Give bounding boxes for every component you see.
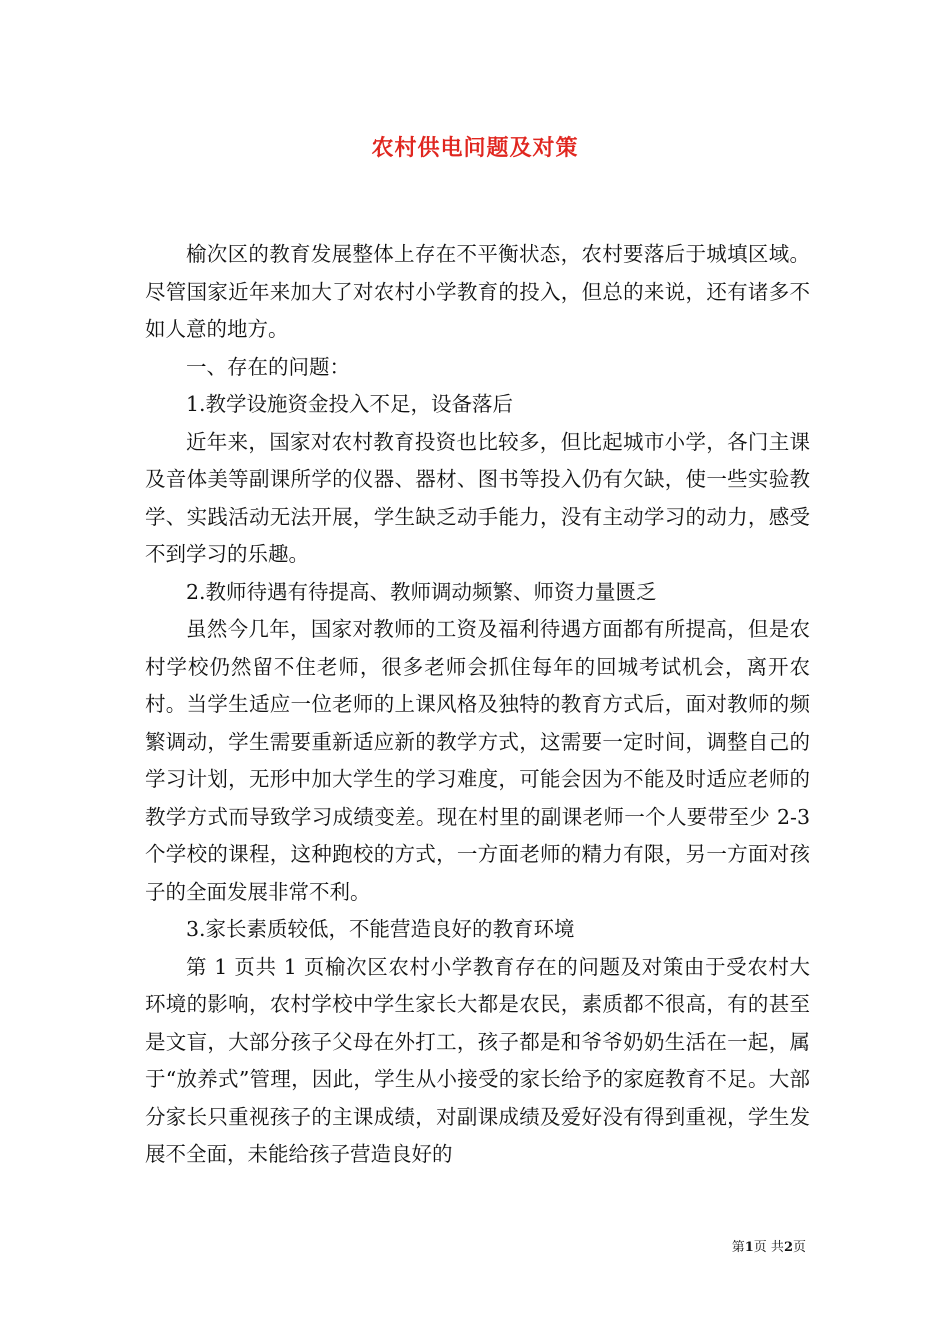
section-heading-problems: 一、存在的问题： [186,354,350,379]
paragraph-teachers: 虽然今几年，国家对教师的工资及福利待遇方面都有所提高，但是农村学校仍然留不住老师，很多老师会抓住每年的回城考试机会，离开农村。当学生适应一位老师的上课风格及独特的教育方式后，面对教师的频繁调动，学生需要重新适应新的教学方式，这需要一定时间，调整自己的学习计划，无形中加大学生的学习难度，可能会因为不能及时适应老师的教学方式而导致学习成绩变差。现在村里的副课老师一个人要带至少 2-3 个学校的课程，这种跑校的方式，一方面老师的精力有限，另一方面对孩子的全面发展非常不利。 [145,617,810,904]
document-title: 农村供电问题及对策 [371,135,579,161]
subheading-facilities: 1.教学设施资金投入不足，设备落后 [186,392,514,416]
paragraph-facilities: 近年来，国家对农村教育投资也比较多，但比起城市小学，各门主课及音体美等副课所学的仪器、器材、图书等投入仍有欠缺，使一些实验教学、实践活动无法开展，学生缺乏动手能力，没有主动学习的动力，感受不到学习的乐趣。 [145,429,810,566]
page-footer [732,1238,806,1258]
footer-total-pages: 2 [783,1240,793,1255]
subheading-parents: 3.家长素质较低，不能营造良好的教育环境 [186,917,575,941]
document-body [145,236,810,1174]
paragraph-intro: 榆次区的教育发展整体上存在不平衡状态，农村要落后于城填区域。尽管国家近年来加大了对农村小学教育的投入，但总的来说，还有诸多不如人意的地方。 [145,242,810,341]
footer-suffix: 页 [792,1240,806,1255]
paragraph-parents: 第 1 页共 1 页榆次区农村小学教育存在的问题及对策由于受农村大环境的影响，农村学校中学生家长大都是农民，素质都不很高，有的甚至是文盲，大部分孩子父母在外打工，孩子都是和爷爷奶奶生活在一起，属于“放养式”管理，因此，学生从小接受的家长给予的家庭教育不足。大部分家长只重视孩子的主课成绩，对副课成绩及爱好没有得到重视，学生发展不全面，未能给孩子营造良好的 [145,954,810,1166]
footer-prefix: 第 [731,1240,745,1255]
subheading-teachers: 2.教师待遇有待提高、教师调动频繁、师资力量匮乏 [186,579,657,604]
footer-current-page: 1 [744,1240,754,1255]
footer-middle: 页 共 [753,1240,784,1255]
